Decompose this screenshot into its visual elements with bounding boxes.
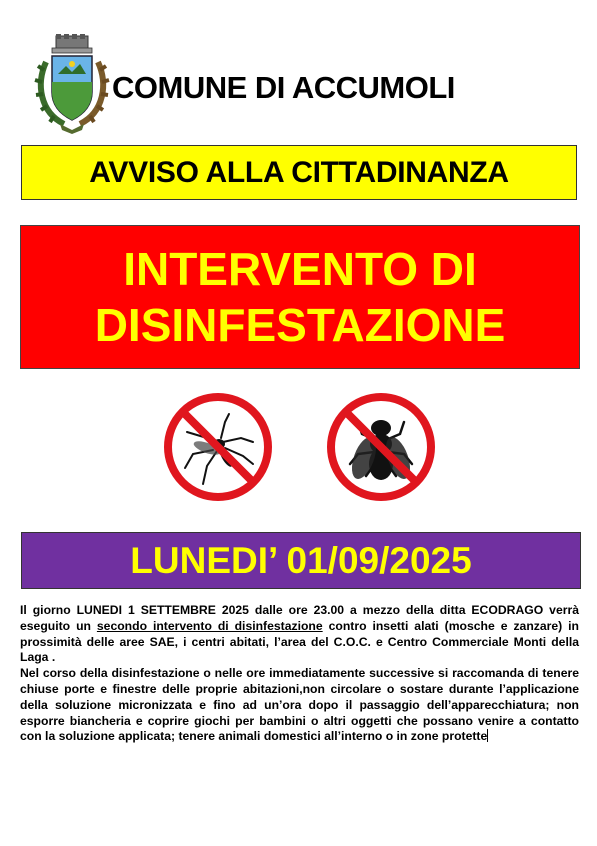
text-cursor <box>487 729 488 742</box>
paragraph-1-part-a: Il giorno LUNEDI 1 SETTEMBRE 2025 dalle ore 23.00 a mezzo della ditta ECODRAGO verrà eseguito un <box>20 603 579 633</box>
notice-label: AVVISO ALLA CITTADINANZA <box>89 155 509 189</box>
notice-body <box>20 603 579 745</box>
paragraph-1 <box>20 603 579 666</box>
paragraph-1-underlined: secondo intervento di disinfestazione <box>96 618 323 633</box>
title-line-1: INTERVENTO DI <box>123 243 477 295</box>
paragraph-2-text: Nel corso della disinfestazione o nelle ore immediatamente successive si raccomanda di tenere chiuse porte e finestre delle proprie abitazioni,non circolare o sostare durante l’applicazione della soluzione micronizzata e fino ad un’ora dopo il passaggio dell’apparecchiatura; non esporre biancheria e coprire giochi per bambini o altri oggetti che possano venire a contatto con la soluzione applicata; tenere animali domestici all’interno o in zone protette <box>20 666 579 744</box>
municipal-crest-icon <box>34 34 110 134</box>
paragraph-1-part-b: contro insetti alati (mosche e zanzare) in prossimità delle aree SAE, i centri abitati, l’area del C.O.C. e Centro Commerciale Monti della Laga . <box>20 618 579 665</box>
municipality-name: COMUNE DI ACCUMOLI <box>112 70 455 105</box>
date-text: LUNEDI’ 01/09/2025 <box>130 539 472 581</box>
title-line-2: DISINFESTAZIONE <box>94 299 506 351</box>
notice-banner <box>21 145 577 200</box>
title-banner <box>20 225 580 369</box>
no-mosquito-icon <box>163 392 273 502</box>
paragraph-2 <box>20 666 579 745</box>
date-banner <box>21 532 581 589</box>
no-fly-icon <box>326 392 436 502</box>
